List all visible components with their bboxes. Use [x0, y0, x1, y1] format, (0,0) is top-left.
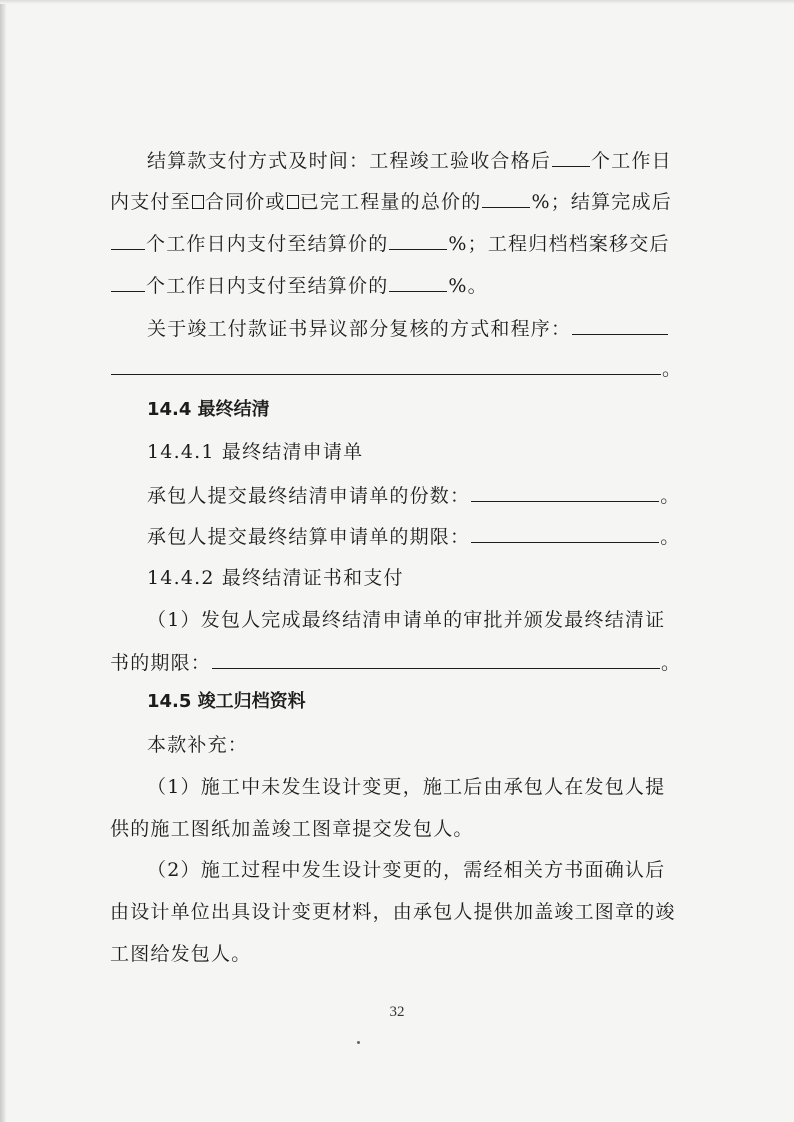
archive-item-1-line-2: 供的施工图纸加盖竣工图章提交发包人。 — [110, 818, 474, 840]
deadline-line: 承包人提交最终结算申请单的期限： 。 — [147, 526, 681, 548]
workdays-blank-2 — [111, 231, 145, 250]
archive-item-1-line-1: （1）施工中未发生设计变更，施工后由承包人在发包人提 — [147, 776, 666, 798]
dispute-line: 关于竣工付款证书异议部分复核的方式和程序： — [147, 316, 669, 341]
payment-line-1: 结算款支付方式及时间：工程竣工验收合格后 个工作日 — [147, 150, 672, 172]
page-edge-top — [0, 0, 794, 4]
copies-line: 承包人提交最终结清申请单的份数： 。 — [147, 485, 681, 507]
page-number: 32 — [389, 1004, 405, 1020]
final-item-1-line-1: （1）发包人完成最终结清申请单的审批并颁发最终结清证 — [147, 609, 666, 631]
heading-14-5: 14.5 竣工归档资料 — [147, 691, 306, 712]
copies-blank — [471, 483, 659, 502]
percent-blank-1 — [482, 189, 530, 208]
page-edge — [0, 0, 6, 1122]
scan-speck — [357, 1041, 360, 1044]
percent-blank-3 — [389, 273, 447, 292]
checkbox-completed-quantity[interactable] — [287, 195, 299, 209]
percent-blank-2 — [389, 231, 447, 250]
dispute-line-2: 。 — [110, 356, 682, 381]
final-item-1-line-2: 书的期限： 。 — [110, 652, 682, 674]
subheading-14-4-1: 14.4.1 最终结清申请单 — [147, 441, 364, 463]
payment-line-2: 内支付至 合同价或 已完工程量的总价的 %；结算完成后 — [110, 191, 672, 213]
payment-line-4: 个工作日内支付至结算价的 %。 — [110, 273, 488, 298]
subheading-14-4-2: 14.4.2 最终结清证书和支付 — [147, 567, 404, 589]
deadline-blank — [471, 524, 659, 543]
archive-item-2-line-1: （2）施工过程中发生设计变更的，需经相关方书面确认后 — [147, 859, 666, 881]
workdays-blank-1 — [552, 148, 590, 167]
supplement-label: 本款补充： — [147, 734, 249, 756]
archive-item-2-line-2: 由设计单位出具设计变更材料，由承包人提供加盖竣工图章的竣 — [110, 901, 676, 923]
dispute-blank-2 — [111, 356, 661, 375]
payment-line-3: 个工作日内支付至结算价的 %；工程归档档案移交后 — [110, 231, 670, 256]
dispute-blank — [572, 316, 668, 335]
archive-item-2-line-3: 工图给发包人。 — [110, 943, 252, 965]
workdays-blank-3 — [111, 273, 145, 292]
checkbox-contract-price[interactable] — [192, 195, 204, 209]
certificate-period-blank — [212, 650, 660, 669]
heading-14-4: 14.4 最终结清 — [147, 399, 270, 420]
